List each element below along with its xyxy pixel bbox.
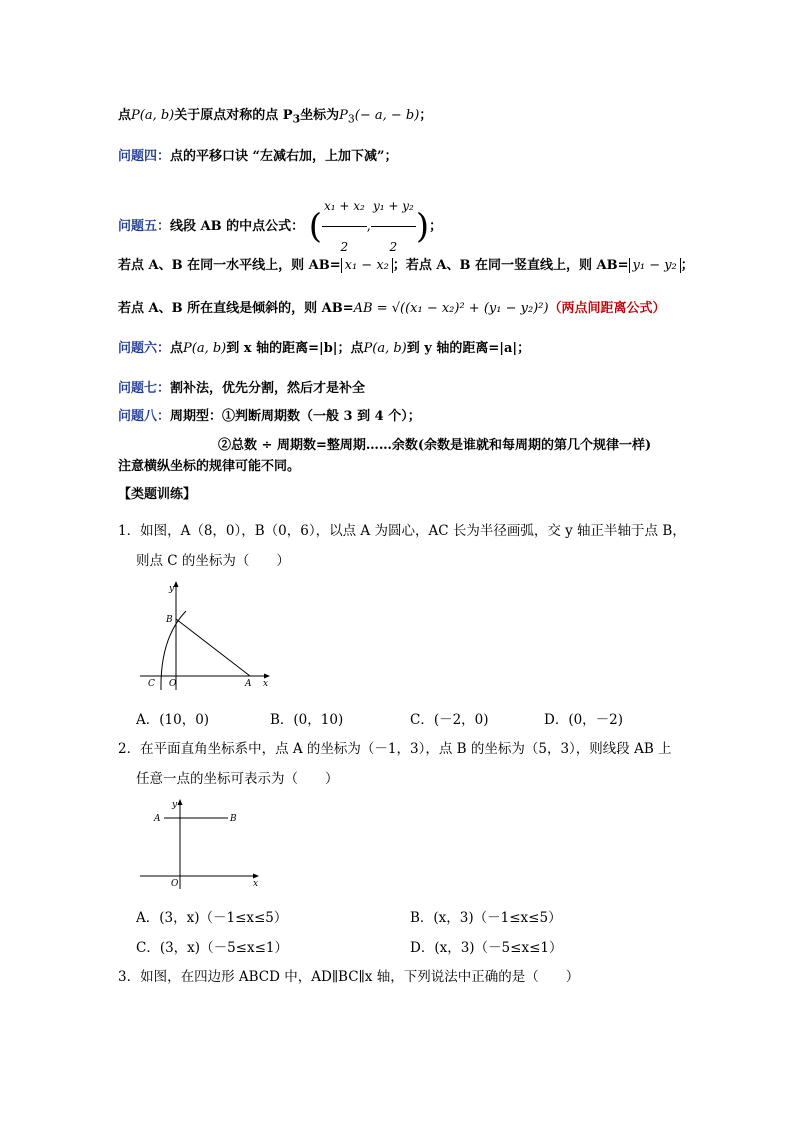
question-eight bbox=[118, 408, 421, 426]
question-eight-line3: 注意横纵坐标的规律可能不同。 bbox=[118, 459, 301, 474]
point-p3: P bbox=[339, 108, 348, 123]
text: 点 bbox=[170, 341, 184, 356]
problem-3-line1: 3．如图，在四边形 ABCD 中，AD∥BC∥x 轴，下列说法中正确的是（ ） bbox=[118, 969, 580, 985]
p3-coords: (− a, − b) bbox=[354, 108, 420, 123]
point-p: P(a, b) bbox=[363, 341, 407, 356]
label-a: A bbox=[245, 679, 252, 689]
distance-note: （两点间距离公式） bbox=[548, 301, 666, 316]
text: ；若点 A、B 在同一竖直线上，则 AB= bbox=[392, 258, 629, 273]
problem-2-option-c[interactable]: C．(3，x)（－5≤x≤1） bbox=[136, 940, 288, 956]
numerator: y₁ + y₂ bbox=[371, 186, 416, 227]
problem-2-option-a[interactable]: A．(3，x)（－1≤x≤5） bbox=[136, 910, 288, 926]
point-p: P(a, b) bbox=[183, 341, 227, 356]
subscript: 3 bbox=[292, 112, 301, 126]
abs-y-diff: y₁ − y₂ bbox=[629, 258, 681, 273]
question-six bbox=[118, 340, 530, 358]
label-a: A bbox=[154, 814, 161, 824]
fraction-y bbox=[371, 186, 416, 267]
question-text: 点的平移口诀 “左减右加，上加下减”； bbox=[170, 149, 398, 164]
segment-ab bbox=[176, 619, 250, 676]
problem-2-line2: 任意一点的坐标可表示为（ ） bbox=[136, 771, 339, 787]
x-axis-arrow bbox=[253, 874, 259, 879]
label-x: x bbox=[263, 679, 269, 689]
fraction-x bbox=[322, 186, 367, 267]
question-text: 割补法，优先分割，然后才是补全 bbox=[170, 381, 366, 396]
denominator: 2 bbox=[389, 240, 398, 254]
subscript: 3 bbox=[347, 112, 355, 126]
question-label: 问题八： bbox=[118, 409, 171, 424]
text: ； bbox=[429, 219, 443, 234]
left-paren: ( bbox=[308, 206, 322, 247]
question-text: 线段 AB 的中点公式： bbox=[170, 219, 305, 234]
label-o: O bbox=[171, 879, 179, 889]
problem-1-option-a[interactable]: A．(10，0) bbox=[136, 712, 210, 728]
problem-1-line1: 1．如图，A（8，0），B（0，6），以点 A 为圆心，AC 长为半径画弧，交 y 轴正半轴于点 B， bbox=[118, 523, 686, 539]
problem-2-option-d[interactable]: D．(x，3)（－5≤x≤1） bbox=[410, 940, 563, 956]
label-b: B bbox=[230, 814, 237, 824]
training-heading: 【类题训练】 bbox=[118, 487, 197, 502]
comma: , bbox=[366, 219, 371, 234]
label-x: x bbox=[253, 879, 259, 889]
text: 到 y 轴的距离=|a|； bbox=[406, 341, 531, 356]
label-b: B bbox=[166, 615, 173, 625]
problem-1-option-b[interactable]: B．(0，10) bbox=[270, 712, 344, 728]
problem-2-option-b[interactable]: B．(x，3)（－1≤x≤5） bbox=[410, 910, 562, 926]
text: 坐标为 bbox=[300, 108, 340, 123]
numerator: x₁ + x₂ bbox=[322, 186, 367, 227]
same-line-distance bbox=[118, 257, 694, 275]
question-seven bbox=[118, 380, 365, 398]
text: ； bbox=[680, 258, 694, 273]
question-label: 问题六： bbox=[118, 341, 171, 356]
abs-x-diff: x₁ − x₂ bbox=[341, 258, 393, 273]
question-text: 周期型：①判断周期数（一般 3 到 4 个）； bbox=[170, 409, 421, 424]
label-y: y bbox=[169, 584, 175, 594]
denominator: 2 bbox=[340, 240, 349, 254]
text: ； bbox=[419, 108, 433, 123]
distance-formula: AB = √((x₁ − x₂)² + (y₁ − y₂)²) bbox=[353, 301, 549, 316]
y-axis-arrow bbox=[174, 581, 179, 587]
label-c: C bbox=[148, 679, 155, 689]
question-four bbox=[118, 148, 398, 166]
question-eight-line2: ②总数 ÷ 周期数=整周期……余数(余数是谁就和每周期的第几个规律一样) bbox=[218, 438, 652, 453]
text: 若点 A、B 在同一水平线上，则 AB= bbox=[118, 258, 341, 273]
label-o: O bbox=[169, 679, 177, 689]
problem-1-option-d[interactable]: D．(0，－2) bbox=[544, 712, 624, 728]
problem-1-line2: 则点 C 的坐标为（ ） bbox=[136, 553, 290, 569]
text: 到 x 轴的距离=|b|；点 bbox=[226, 341, 364, 356]
right-paren: ) bbox=[415, 206, 430, 247]
problem-1-option-c[interactable]: C．(－2，0) bbox=[410, 712, 489, 728]
problem-2-line1: 2．在平面直角坐标系中，点 A 的坐标为（－1，3），点 B 的坐标为（5，3），则线段 AB 上 bbox=[118, 741, 672, 757]
question-five bbox=[118, 186, 442, 267]
text: 若点 A、B 所在直线是倾斜的，则 AB= bbox=[118, 301, 354, 316]
question-label: 问题七： bbox=[118, 381, 171, 396]
symmetric-point-line bbox=[118, 107, 432, 129]
question-label: 问题四： bbox=[118, 149, 171, 164]
x-axis-arrow bbox=[264, 674, 270, 679]
slant-distance bbox=[118, 300, 666, 318]
label-y: y bbox=[172, 800, 178, 810]
problem-2-figure bbox=[136, 794, 266, 894]
point-p: P(a, b) bbox=[131, 108, 175, 123]
problem-1-figure bbox=[136, 578, 276, 693]
question-label: 问题五： bbox=[118, 219, 171, 234]
y-axis-arrow bbox=[178, 799, 183, 805]
text: 关于原点对称的点 P bbox=[174, 108, 293, 123]
text: 点 bbox=[118, 108, 132, 123]
